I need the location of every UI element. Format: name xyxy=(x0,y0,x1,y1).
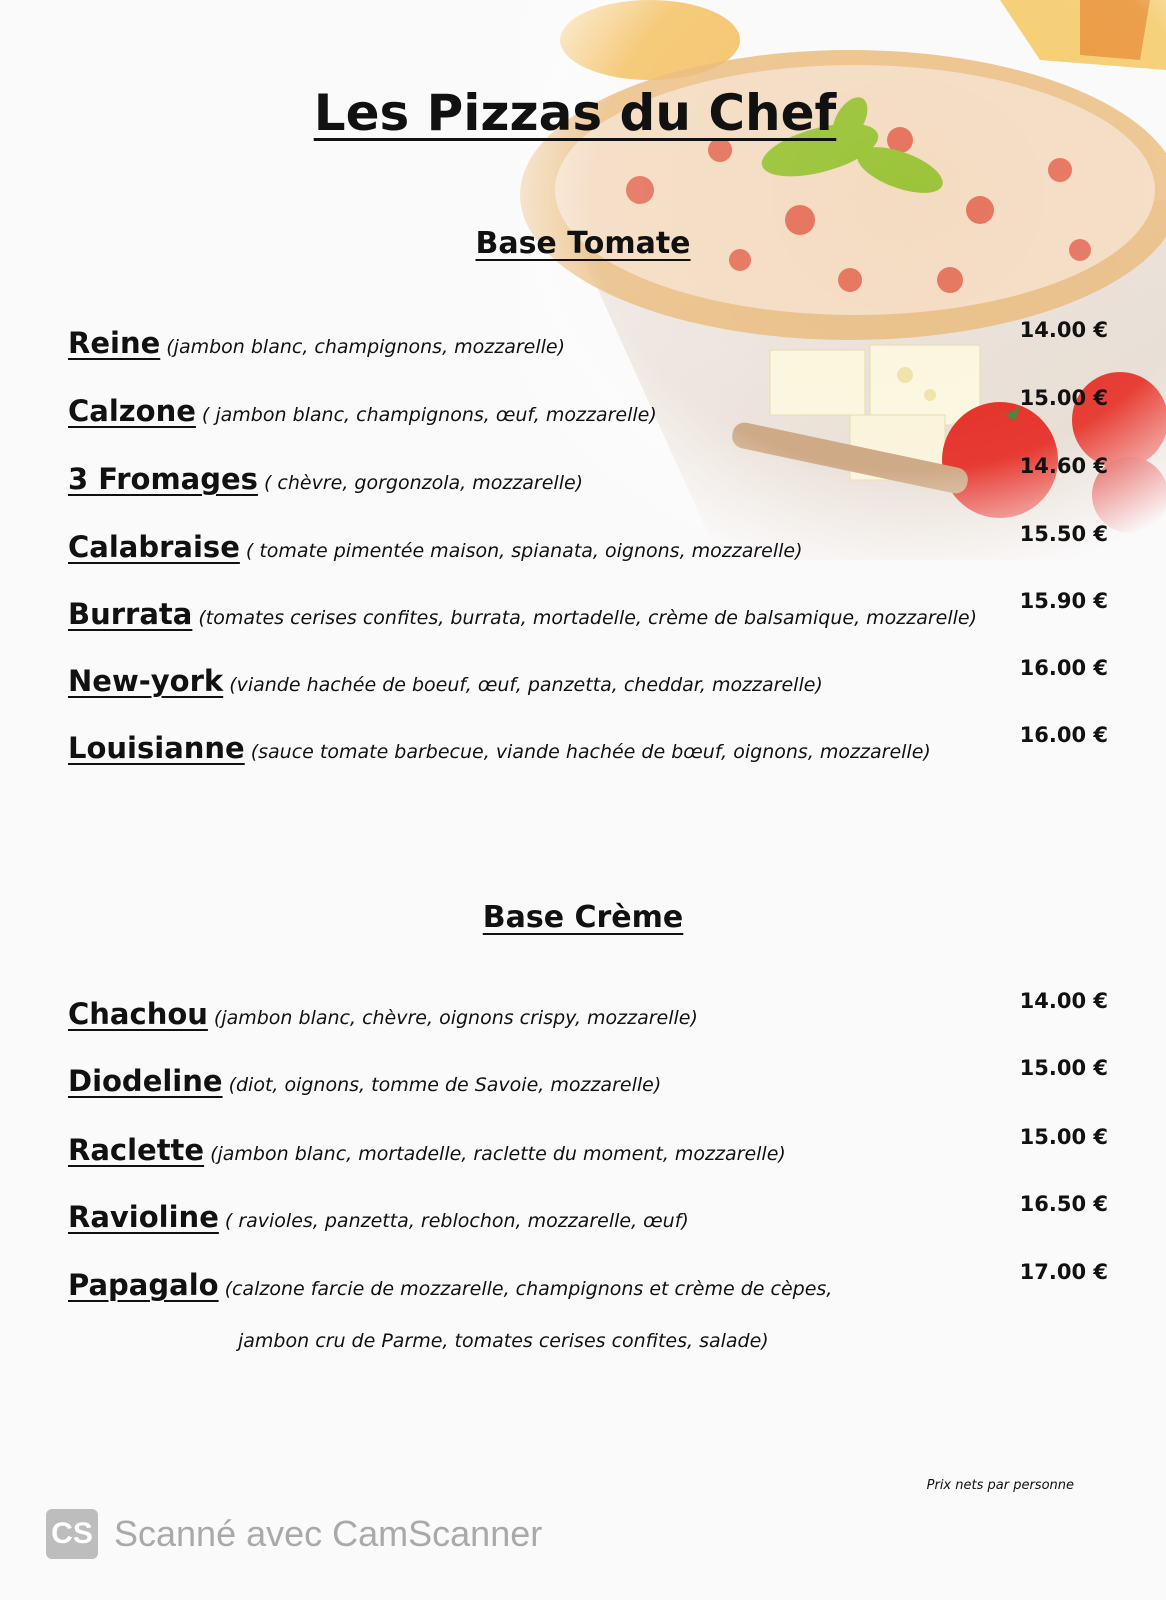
item-description: (jambon blanc, champignons, mozzarelle) xyxy=(166,336,566,358)
item-name: Ravioline xyxy=(68,1200,219,1234)
menu-item xyxy=(68,386,1108,434)
menu-item xyxy=(68,1056,1108,1104)
menu-item xyxy=(68,454,1108,502)
item-price: 15.00 € xyxy=(1019,1125,1108,1149)
menu-item xyxy=(68,318,1108,366)
item-description: (sauce tomate barbecue, viande hachée de bœuf, oignons, mozzarelle) xyxy=(250,741,931,763)
menu-item xyxy=(68,656,1108,704)
item-name: Papagalo xyxy=(68,1268,219,1302)
menu-item xyxy=(68,589,1108,637)
item-price: 16.50 € xyxy=(1019,1192,1108,1216)
item-price: 16.00 € xyxy=(1019,656,1108,680)
item-description: ( tomate pimentée maison, spianata, oignons, mozzarelle) xyxy=(245,540,803,562)
item-price: 14.00 € xyxy=(1019,318,1108,342)
section-title-base-creme: Base Crème xyxy=(482,900,684,935)
item-description: ( jambon blanc, champignons, œuf, mozzarelle) xyxy=(201,404,657,426)
price-footnote: Prix nets par personne xyxy=(926,1478,1074,1493)
item-description: (tomates cerises confites, burrata, mortadelle, crème de balsamique, mozzarelle) xyxy=(198,607,978,629)
item-name: Burrata xyxy=(68,597,193,631)
item-price: 16.00 € xyxy=(1019,723,1108,747)
item-name: Louisianne xyxy=(68,731,245,765)
item-name: Calzone xyxy=(68,394,196,428)
item-description: ( ravioles, panzetta, reblochon, mozzarelle, œuf) xyxy=(224,1210,689,1232)
menu-item xyxy=(68,1260,1108,1308)
item-description-continued: jambon cru de Parme, tomates cerises confites, salade) xyxy=(238,1330,769,1352)
item-name: Raclette xyxy=(68,1133,205,1167)
item-description: (jambon blanc, chèvre, oignons crispy, mozzarelle) xyxy=(213,1007,698,1029)
item-description: (viande hachée de boeuf, œuf, panzetta, cheddar, mozzarelle) xyxy=(229,674,823,696)
item-name: Chachou xyxy=(68,997,208,1031)
item-price: 15.50 € xyxy=(1019,522,1108,546)
menu-item xyxy=(68,723,1108,771)
item-name: Calabraise xyxy=(68,530,240,564)
item-description: (calzone farcie de mozzarelle, champignons et crème de cèpes, xyxy=(224,1278,833,1300)
item-name: 3 Fromages xyxy=(68,462,258,496)
item-name: Reine xyxy=(68,326,161,360)
watermark-text: Scanné avec CamScanner xyxy=(114,1513,543,1554)
camscanner-logo-icon: CS xyxy=(46,1509,98,1559)
item-name: New-york xyxy=(68,664,224,698)
item-price: 15.00 € xyxy=(1019,1056,1108,1080)
menu-item xyxy=(68,1125,1108,1173)
menu-item xyxy=(68,989,1108,1037)
section-title-base-tomate: Base Tomate xyxy=(475,226,691,261)
menu-item xyxy=(68,1192,1108,1240)
item-price: 15.90 € xyxy=(1019,589,1108,613)
item-price: 17.00 € xyxy=(1019,1260,1108,1284)
item-description: (jambon blanc, mortadelle, raclette du moment, mozzarelle) xyxy=(210,1143,786,1165)
item-description: ( chèvre, gorgonzola, mozzarelle) xyxy=(263,472,584,494)
item-price: 14.60 € xyxy=(1019,454,1108,478)
menu-item xyxy=(68,522,1108,570)
item-price: 14.00 € xyxy=(1019,989,1108,1013)
item-name: Diodeline xyxy=(68,1064,223,1098)
menu-title: Les Pizzas du Chef xyxy=(313,84,837,142)
item-price: 15.00 € xyxy=(1019,386,1108,410)
camscanner-watermark xyxy=(46,1508,542,1560)
item-description: (diot, oignons, tomme de Savoie, mozzarelle) xyxy=(228,1074,662,1096)
